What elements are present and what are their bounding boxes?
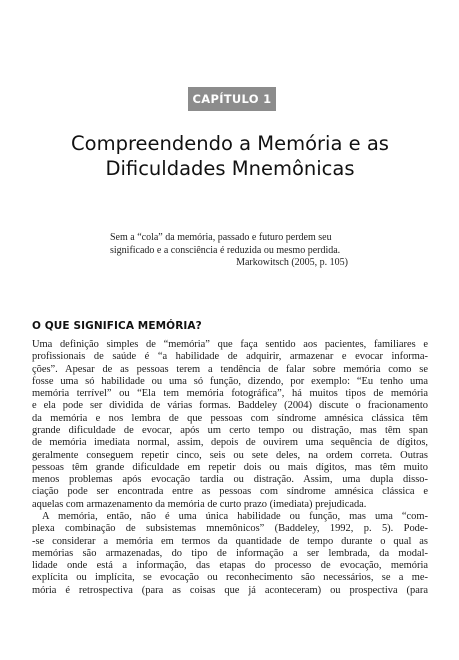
- body-line: explícita ou implícita, se evocação ou reconhecimento são necessários, se a me-: [32, 572, 428, 584]
- body-line: e ela pode ser dividida de várias formas. Baddeley (2004) discute o fracionamento: [32, 400, 428, 412]
- body-line: Uma definição simples de “memória” que faça sentido aos pacientes, familiares e: [32, 339, 428, 350]
- epigraph-quote: [110, 232, 348, 257]
- body-line: de memória imediata normal, assim, depois de ouvirem uma sequência de dígitos,: [32, 437, 428, 449]
- epigraph-line: significado e a consciência é reduzida ou mesmo perdida.: [110, 244, 341, 256]
- epigraph-author: Markowitsch (2005, p. 105): [236, 257, 348, 268]
- body-line: aquelas com armazenamento da memória de curto prazo (imediata) prejudicada.: [32, 498, 367, 510]
- body-line: pessoas têm grande dificuldade em repetir dois ou mais dígitos, mas têm muito: [32, 461, 428, 473]
- body-line: fosse uma só habilidade ou uma só função, dizendo, por exemplo: “Eu tenho uma: [32, 375, 428, 387]
- body-line: lidade onde está a informação, das etapas do processo de evocação, memória: [32, 560, 428, 572]
- chapter-badge: CAPÍTULO 1: [188, 87, 276, 111]
- body-line: plexa combinação de subsistemas mnemônicos” (Baddeley, 1992, p. 5). Pode-: [32, 523, 428, 535]
- chapter-title-line: Compreendendo a Memória e as: [71, 132, 389, 155]
- chapter-title-line: Dificuldades Mnemônicas: [105, 157, 355, 180]
- body-line: menos problemas após evocação tardia ou distração. Assim, uma dupla disso-: [32, 474, 428, 486]
- body-line: memória terrível” ou “Ela tem memória fotográfica”, há muitos tipos de memória: [32, 388, 428, 400]
- body-line: geralmente conseguem repetir cinco, seis ou sete deles, na ordem correta. Outras: [32, 449, 428, 461]
- epigraph-line: Sem a “cola” da memória, passado e futuro perdem seu: [110, 232, 332, 243]
- body-line: A memória, então, não é uma única habilidade ou função, mas uma “com-: [42, 510, 428, 522]
- body-line: da memória e nos lembra de que pessoas com síndrome amnésica clássica têm: [32, 412, 428, 424]
- body-line: memórias são armazenadas, do tipo de informação a ser lembrada, da modal-: [32, 547, 428, 559]
- section-heading: O QUE SIGNIFICA MEMÓRIA?: [32, 320, 202, 332]
- body-text: [32, 339, 428, 597]
- epigraph: [110, 232, 348, 270]
- body-line: mória é retrospectiva (para as coisas que já aconteceram) ou prospectiva (para: [32, 584, 428, 596]
- body-line: grande dificuldade de evocar, após um certo tempo ou distração, mas têm span: [32, 424, 428, 436]
- body-line: profissionais de saúde é “a habilidade de adquirir, armazenar e evocar informa-: [32, 351, 428, 363]
- body-line: -se considerar a memória em termos da quantidade de tempo durante o qual as: [32, 535, 428, 547]
- chapter-title: [40, 131, 420, 181]
- body-line: ciação pode ser encontrada entre as pessoas com síndrome amnésica clássica e: [32, 486, 428, 498]
- body-line: ções”. Apesar de as pessoas terem a tendência de falar sobre memória como se: [32, 363, 428, 375]
